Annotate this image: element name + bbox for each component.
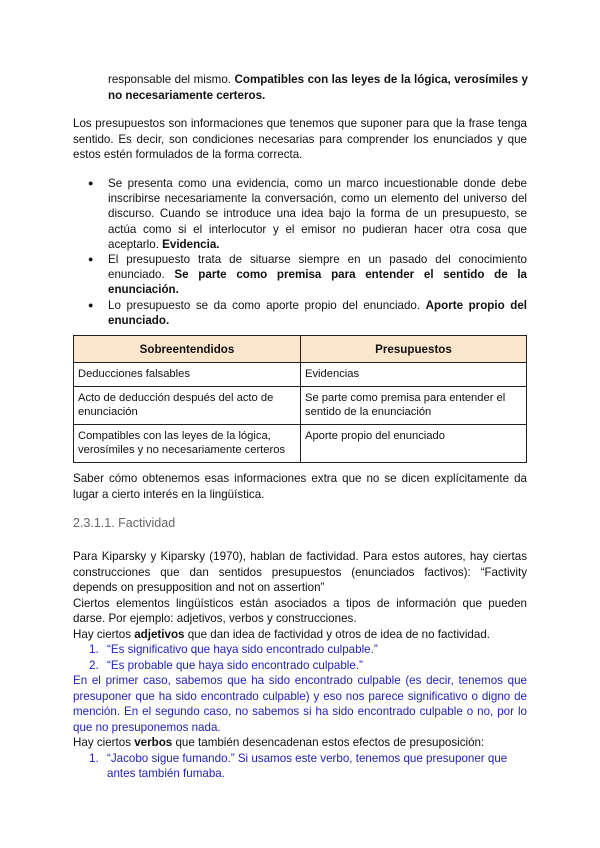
list-item: 1. “Es significativo que haya sido encontrado culpable.”	[89, 643, 378, 656]
bullet-item: ● El presupuesto trata de situarse siempre en un pasado del conocimiento enunciado. Se parte como premisa para entender el sentido de la enunciación.	[78, 252, 527, 298]
table-row	[74, 363, 527, 387]
list-item: 2. “Es probable que haya sido encontrado culpable.”	[89, 658, 363, 672]
presupuestos-bullet-list	[78, 176, 527, 328]
verbs-line: Hay ciertos verbos que también desencadenan estos efectos de presuposición:	[73, 736, 485, 749]
table-cell: Acto de deducción después del acto de enunciación	[74, 386, 301, 424]
table-header-row	[74, 336, 527, 363]
bullet-item: ● Se presenta como una evidencia, como un marco incuestionable donde debe inscribirse necesariamente la conversación, como un elemento del universo del discurso. Cuando se introduce una idea bajo la forma de un presupuesto, se actúa como si el interlocutor y el emisor no pudieran hacer otra cosa que aceptarlo. Evidencia.	[78, 176, 527, 252]
after-table-paragraph: Saber cómo obtenemos esas informaciones extra que no se dicen explícitamente da lugar a cierto interés en la lingüística.	[73, 472, 527, 501]
list-item: 1. “Jacobo sigue fumando.” Si usamos este verbo, tenemos que presuponer que antes también fumaba.	[89, 751, 508, 780]
table-cell: Aporte propio del enunciado	[301, 424, 527, 462]
factividad-section	[73, 549, 527, 782]
adjective-examples-list	[73, 642, 527, 673]
table-cell: Compatibles con las leyes de la lógica, verosímiles y no necesariamente certeros	[74, 424, 301, 462]
table-cell: Deducciones falsables	[74, 363, 301, 387]
top-fragment: responsable del mismo. Compatibles con las leyes de la lógica, verosímiles y no necesariamente certeros.	[108, 73, 528, 102]
table-cell: Se parte como premisa para entender el sentido de la enunciación	[301, 386, 527, 424]
section-heading: 2.3.1.1. Factividad	[73, 516, 176, 530]
bullet-item: ● Lo presupuesto se da como aporte propio del enunciado. Aporte propio del enunciado.	[78, 298, 527, 328]
header-presupuestos: Presupuestos	[301, 336, 527, 363]
intro-paragraph: Los presupuestos son informaciones que tenemos que suponer para que la frase tenga sentido. Es decir, son condiciones necesarias para comprender los enunciados y que estos estén formulados de la forma correcta.	[73, 117, 527, 161]
header-sobreentendidos: Sobreentendidos	[74, 336, 301, 363]
table-row	[74, 424, 527, 462]
adjective-explanation: En el primer caso, sabemos que ha sido encontrado culpable (es decir, tenemos que presuponer que ha sido encontrado culpable) y eso nos parece significativo o digno de mención. En el segundo caso, no sabemos si ha sido encontrado culpable o no, por lo que no presuponemos nada.	[73, 674, 527, 734]
table-cell: Evidencias	[301, 363, 527, 387]
adjectives-line: Hay ciertos adjetivos que dan idea de factividad y otros de idea de no factividad.	[73, 627, 490, 641]
comparison-table	[73, 335, 527, 463]
kiparsky-paragraph: Para Kiparsky y Kiparsky (1970), hablan de factividad. Para estos autores, hay ciertas construcciones que dan sentidos presupuestos (enunciados factivos): “Factivity depends on presupposition and not on assertion”	[73, 550, 527, 594]
verb-examples-list	[73, 751, 527, 782]
elements-paragraph: Ciertos elementos lingüísticos están asociados a tipos de información que pueden darse. Por ejemplo: adjetivos, verbos y construcciones.	[73, 596, 527, 625]
table-row	[74, 386, 527, 424]
